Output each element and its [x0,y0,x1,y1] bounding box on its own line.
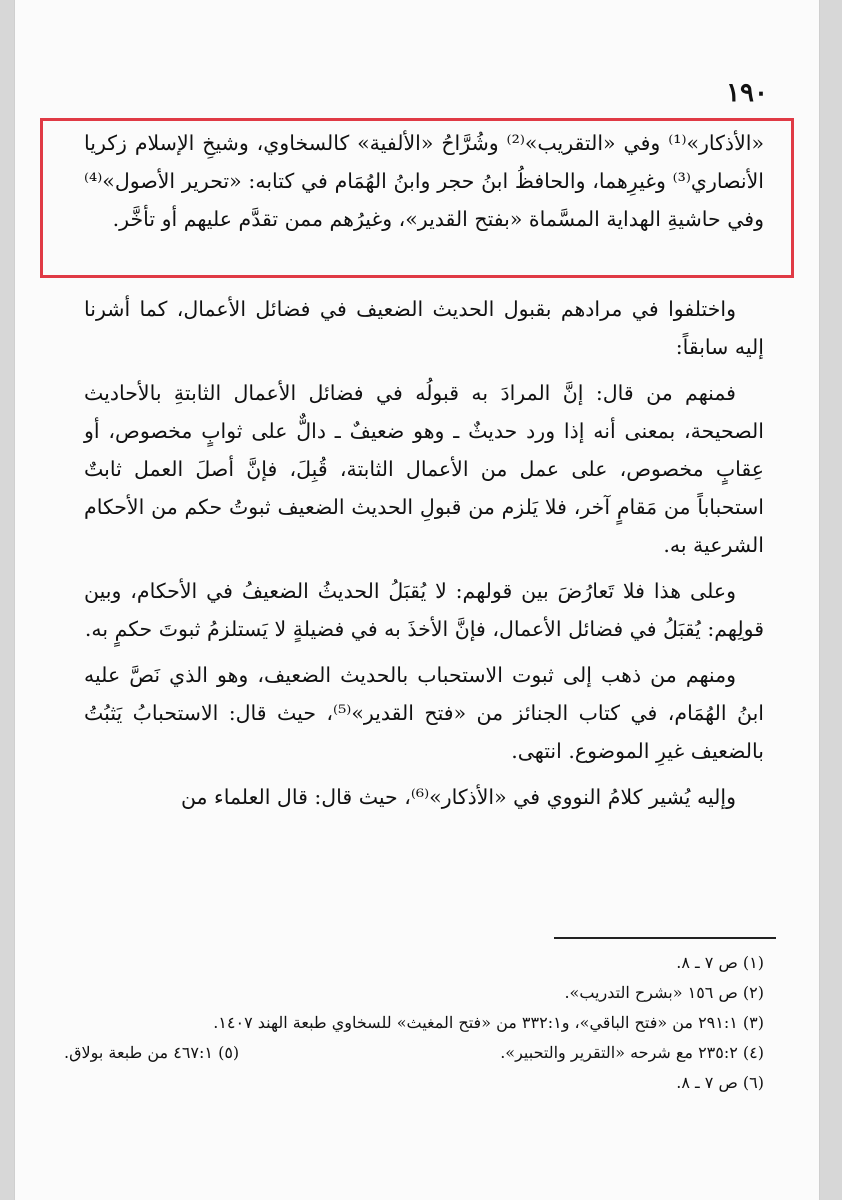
paragraph-1: واختلفوا في مرادهم بقبول الحديث الضعيف في فضائل الأعمال، كما أشرنا إليه سابقاً: [84,297,764,359]
left-page-edge [0,0,14,1200]
footnote-separator [554,937,776,939]
footnote-5: (٥) ٤٦٧:١ من طبعة بولاق. [64,1043,240,1062]
paragraph-2: فمنهم من قال: إنَّ المرادَ به قبولُه في فضائل الأعمال الثابتةِ بالأحاديث الصحيحة، بمعنى أنه إذا ورد حديثٌ ـ وهو ضعيفٌ ـ دالٌّ على ثوابٍ مخصوص، أو عِقابٍ مخصوص، على عمل من الأعمال الثابتة، قُبِلَ، فإنَّ أصلَ العمل ثابتٌ استحباباً من مَقامٍ آخر، فلا يَلزم من قبولِ الحديث الضعيف ثبوتُ حكم من الأحكام الشرعية به. [84,381,764,557]
body-text [84,290,764,824]
footnote-6: (٦) ص ٧ ـ ٨. [676,1073,764,1092]
footnote-2: (٢) ص ١٥٦ «بشرح التدريب». [564,983,764,1002]
paragraph-5: وإليه يُشير كلامُ النووي في «الأذكار»⁽⁶⁾، حيث قال: قال العلماء من [180,785,736,809]
footnotes [64,948,764,1098]
footnote-row-4-5 [64,1038,764,1068]
document-page [14,0,820,1200]
right-page-edge [820,0,842,1200]
highlighted-paragraph: «الأذكار»⁽¹⁾ وفي «التقريب»⁽²⁾ وشُرَّاحُ «الألفية» كالسخاوي، وشيخِ الإسلام زكريا الأنصاري⁽³⁾ وغيرِهما، والحافظُ ابنُ حجر وابنُ الهُمَام في كتابه: «تحرير الأصول»⁽⁴⁾ وفي حاشيةِ الهداية المسَّماة «بفتح القدير»، وغيرُهم ممن تقدَّم عليهم أو تأخَّر. [84,131,764,231]
highlighted-text-block [84,124,764,246]
footnote-4: (٤) ٢٣٥:٢ مع شرحه «التقرير والتحبير». [500,1043,764,1062]
paragraph-4: ومنهم من ذهب إلى ثبوت الاستحباب بالحديث الضعيف، وهو الذي نَصَّ عليه ابنُ الهُمَام، في كتاب الجنائز من «فتح القدير»⁽⁵⁾، حيث قال: الاستحبابُ يَثبُتُ بالضعيف غيرِ الموضوع. انتهى. [84,663,764,763]
footnote-1: (١) ص ٧ ـ ٨. [676,953,764,972]
paragraph-3: وعلى هذا فلا تَعارُضَ بين قولهم: لا يُقبَلُ الحديثُ الضعيفُ في الأحكام، وبين قولِهم: يُقبَلُ في فضائل الأعمال، فإنَّ الأخذَ به في فضيلةٍ لا يَستلزمُ ثبوتَ حكمٍ به. [84,579,764,641]
page-number: ١٩٠ [726,78,768,108]
footnote-3: (٣) ٢٩١:١ من «فتح الباقي»، و٣٣٢:١ من «فتح المغيث» للسخاوي طبعة الهند ١٤٠٧. [213,1013,764,1032]
